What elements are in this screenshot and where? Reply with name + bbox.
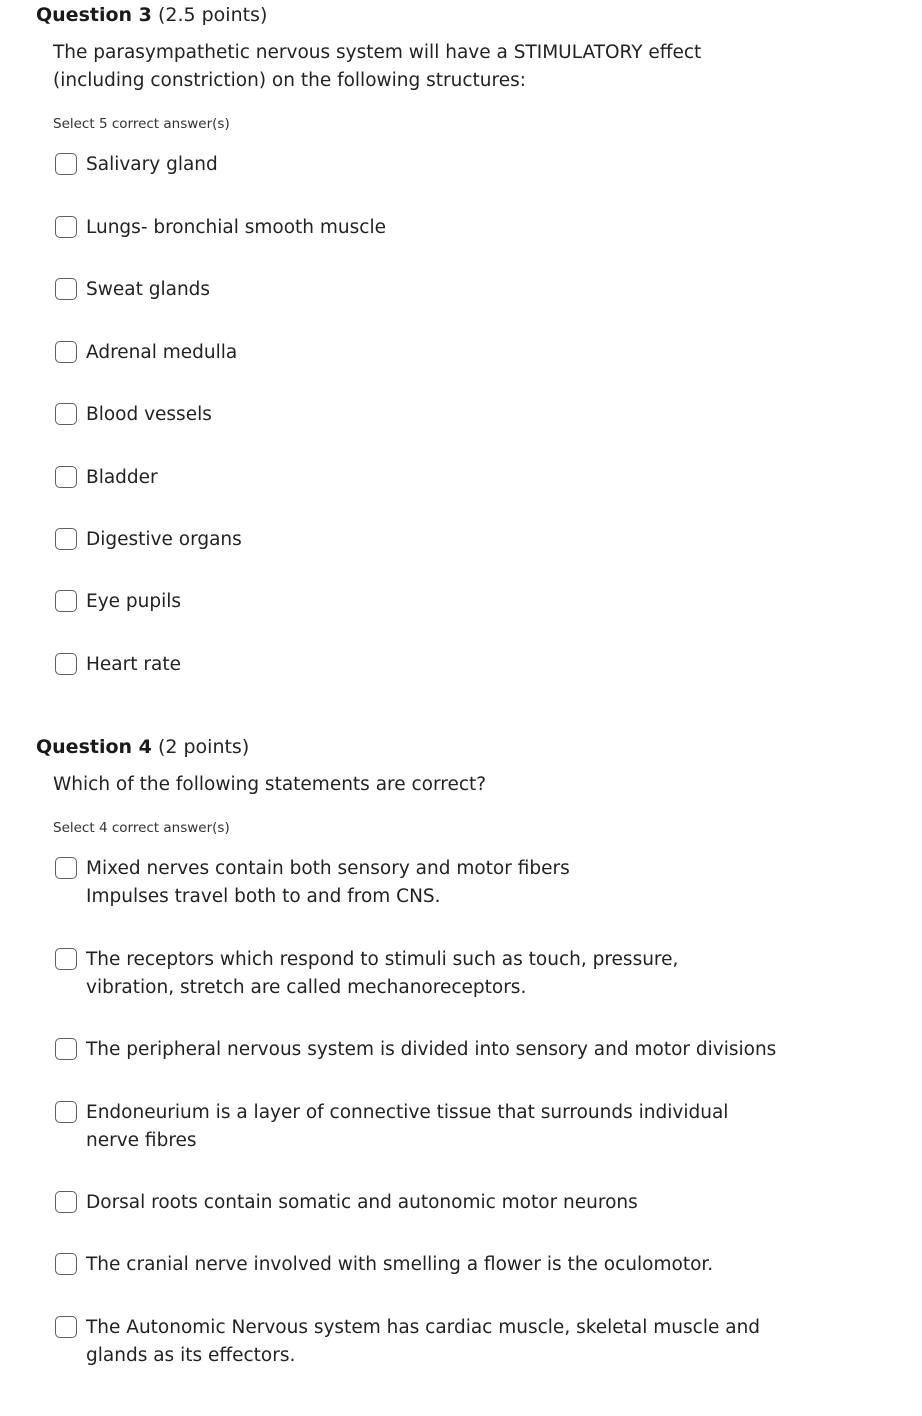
checkbox[interactable] — [55, 403, 77, 425]
checkbox[interactable] — [55, 466, 77, 488]
checkbox[interactable] — [55, 216, 77, 238]
checkbox[interactable] — [55, 528, 77, 550]
checkbox[interactable] — [55, 948, 77, 970]
checkbox[interactable] — [55, 278, 77, 300]
checkbox[interactable] — [55, 590, 77, 612]
option-label: Heart rate — [86, 654, 181, 675]
option-label: The cranial nerve involved with smelling a flower is the oculomotor. — [86, 1254, 714, 1275]
question-header — [36, 735, 249, 759]
option-label: The peripheral nervous system is divided into sensory and motor divisions — [86, 1039, 777, 1060]
checkbox[interactable] — [55, 1038, 77, 1060]
question-header — [36, 3, 267, 27]
option-label: The Autonomic Nervous system has cardiac muscle, skeletal muscle and glands as its effectors. — [86, 1317, 761, 1366]
checkbox[interactable] — [55, 1101, 77, 1123]
checkbox[interactable] — [55, 1191, 77, 1213]
option-label: Adrenal medulla — [86, 342, 238, 363]
question-prompt: The parasympathetic nervous system will have a STIMULATORY effect (including constriction) on the following structures: — [53, 42, 702, 91]
checkbox[interactable] — [55, 341, 77, 363]
option-label-line: Impulses travel both to and from CNS. — [86, 886, 441, 907]
question-label: Question 4 — [36, 736, 152, 758]
option-label: Salivary gland — [86, 154, 218, 175]
option-label: Blood vessels — [86, 404, 212, 425]
answer-instruction: Select 4 correct answer(s) — [53, 820, 230, 836]
option-label: Lungs- bronchial smooth muscle — [86, 217, 386, 238]
checkbox[interactable] — [55, 653, 77, 675]
option-label: Bladder — [86, 467, 158, 488]
option-label — [86, 855, 776, 911]
option-label: Digestive organs — [86, 529, 242, 550]
option-label: Endoneurium is a layer of connective tissue that surrounds individual nerve fibres — [86, 1102, 729, 1151]
option-label: Eye pupils — [86, 591, 182, 612]
question-prompt: Which of the following statements are correct? — [53, 774, 487, 795]
option-label: Sweat glands — [86, 279, 211, 300]
checkbox[interactable] — [55, 1316, 77, 1338]
question-points: (2.5 points) — [157, 4, 268, 26]
option-label: Dorsal roots contain somatic and autonomic motor neurons — [86, 1192, 638, 1213]
question-label: Question 3 — [36, 4, 152, 26]
checkbox[interactable] — [55, 153, 77, 175]
answer-instruction: Select 5 correct answer(s) — [53, 116, 230, 132]
option-label-line: Mixed nerves contain both sensory and motor fibers — [86, 858, 570, 879]
checkbox[interactable] — [55, 1253, 77, 1275]
checkbox[interactable] — [55, 857, 77, 879]
option-label: The receptors which respond to stimuli such as touch, pressure, vibration, stretch are called mechanoreceptors. — [86, 949, 679, 998]
question-points: (2 points) — [157, 736, 250, 758]
